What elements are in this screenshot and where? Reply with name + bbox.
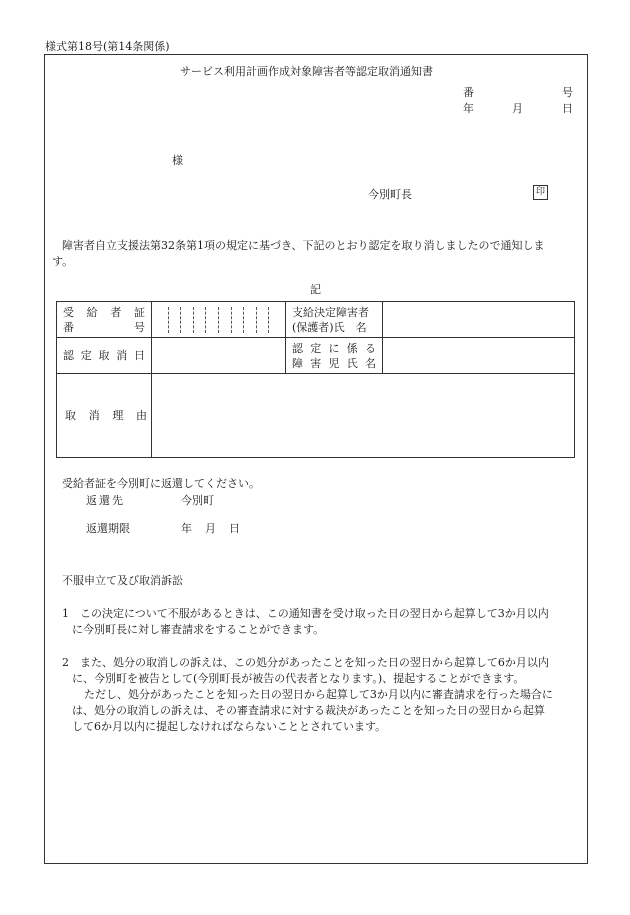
item2-line-3: ただし、処分があったことを知った日の翌日から起算して3か月以内に審査請求を行った場合に: [84, 688, 553, 701]
reason-label: [57, 374, 152, 458]
deadline-day: 日: [229, 522, 240, 535]
cancel-date-label: [57, 338, 152, 374]
item1-line-2: に今別町長に対し審査請求をすることができます。: [72, 623, 325, 636]
intro-line-2: す。: [52, 255, 74, 268]
child-label-b: 障 害 児 氏 名: [292, 356, 376, 370]
digit-boxes: [152, 303, 285, 337]
record-table: [56, 301, 575, 458]
guardian-label: [286, 302, 383, 338]
reason-text: 取 消 理 由: [65, 409, 147, 422]
reason-cell[interactable]: [152, 374, 575, 458]
child-label: [286, 338, 383, 374]
date-year: 年: [463, 102, 474, 115]
deadline-label: 返還期限: [86, 522, 130, 535]
recipient-cert-label-a: 受 給 者 証: [63, 305, 145, 319]
issuer-name: 今別町長: [368, 188, 412, 201]
date-month: 月: [512, 102, 523, 115]
return-to-label: 返還先: [86, 494, 125, 507]
recipient-cert-label: [57, 302, 152, 338]
guardian-name-cell[interactable]: [383, 302, 575, 338]
recipient-cert-number-cell[interactable]: [152, 302, 286, 338]
item2-line-2: に、今別町を被告として(今別町長が被告の代表者となります。)、提起することができます。: [72, 672, 525, 685]
cancel-date-cell[interactable]: [152, 338, 286, 374]
appeal-heading: 不服申立て及び取消訴訟: [62, 574, 183, 587]
item1-line-1: 1 この決定について不服があるときは、この通知書を受け取った日の翌日から起算して3か月以内: [62, 607, 549, 620]
guardian-label-a: 支給決定障害者: [292, 305, 369, 319]
date-day: 日: [562, 102, 573, 115]
item2-line-5: して6か月以内に提起しなければならないこととされています。: [72, 720, 387, 733]
ki-heading: 記: [310, 283, 321, 296]
number-label: 番: [463, 86, 474, 99]
child-label-a: 認 定 に 係 る: [292, 341, 376, 355]
deadline-month: 月: [205, 522, 216, 535]
deadline-year: 年: [181, 522, 192, 535]
addressee-suffix: 様: [172, 154, 183, 167]
child-name-cell[interactable]: [383, 338, 575, 374]
cancel-date-text: 認 定 取 消 日: [63, 349, 145, 362]
document-title: サービス利用計画作成対象障害者等認定取消通知書: [180, 65, 433, 78]
recipient-cert-label-b: 番 号: [63, 320, 145, 334]
guardian-label-b: (保護者)氏 名: [292, 320, 367, 334]
document-frame: [44, 54, 588, 864]
intro-line-1: 障害者自立支援法第32条第1項の規定に基づき、下記のとおり認定を取り消しましたので通知しま: [62, 239, 545, 252]
seal-mark: 印: [533, 185, 548, 200]
item2-line-1: 2 また、処分の取消しの訴えは、この処分があったことを知った日の翌日から起算して6か月以内: [62, 656, 549, 669]
form-id: 様式第18号(第14条関係): [45, 40, 170, 53]
number-suffix: 号: [562, 86, 573, 99]
return-note: 受給者証を今別町に返還してください。: [62, 477, 260, 490]
item2-line-4: は、処分の取消しの訴えは、その審査請求に対する裁決があったことを知った日の翌日から起算: [72, 704, 545, 717]
return-to-value: 今別町: [181, 494, 214, 507]
